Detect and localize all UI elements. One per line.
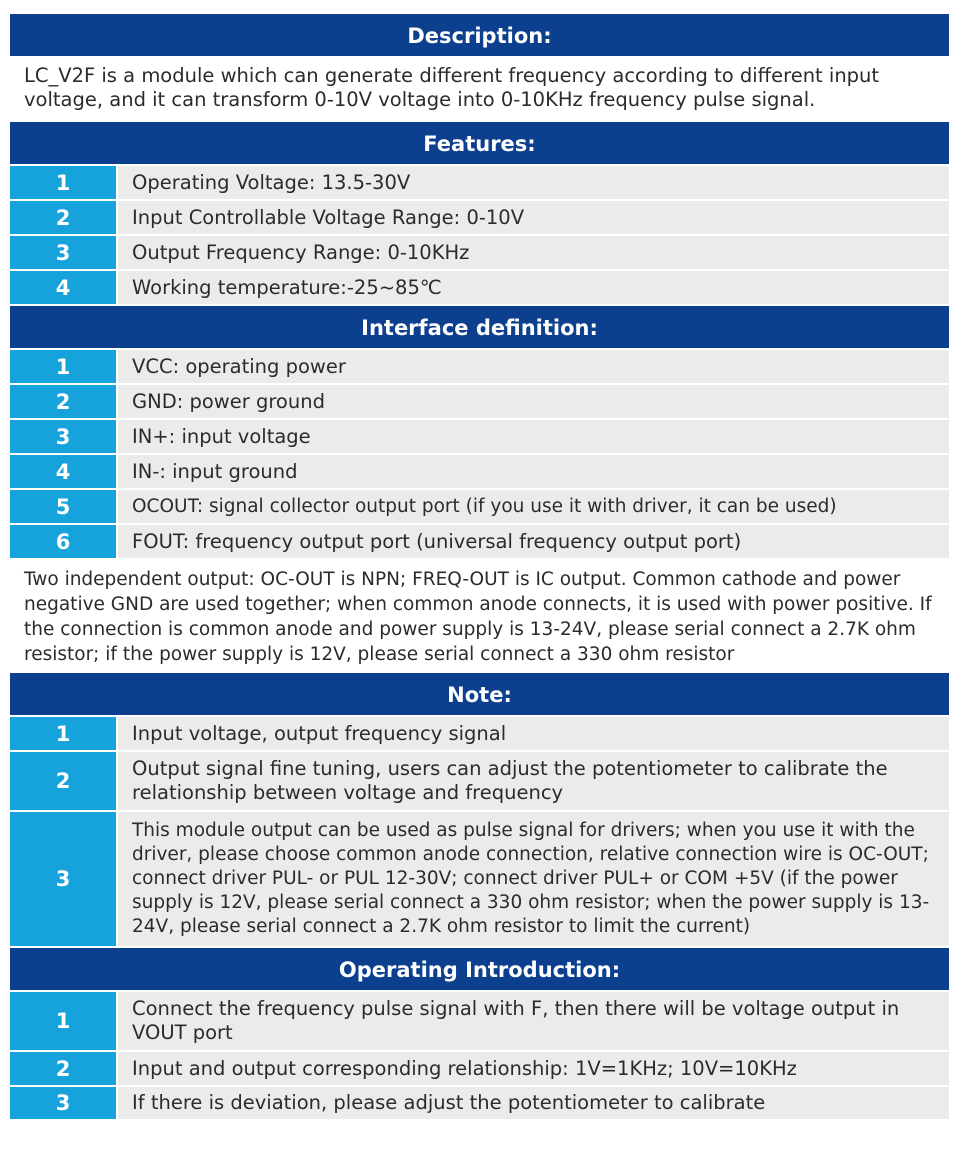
- row-text: IN+: input voltage: [118, 420, 949, 453]
- operating-row: [10, 1087, 949, 1121]
- row-text: This module output can be used as pulse signal for drivers; when you use it with the driver, please choose common anode connection, relative connection wire is OC-OUT; connect driver PUL- or PUL 12-30V; connect driver PUL+ or COM +5V (if the power supply is 12V, please serial connect a 330 ohm resistor; when the power supply is 13-24V, please serial connect a 2.7K ohm resistor to limit the current): [118, 812, 949, 946]
- row-number: 3: [10, 1087, 118, 1119]
- row-number: 2: [10, 1052, 118, 1085]
- features-row: [10, 201, 949, 236]
- interface-header: Interface definition:: [10, 306, 949, 350]
- note-header: Note:: [10, 673, 949, 717]
- row-text: Connect the frequency pulse signal with F, then there will be voltage output in VOUT port: [118, 992, 949, 1050]
- interface-row: [10, 455, 949, 490]
- row-text: Operating Voltage: 13.5-30V: [118, 166, 949, 199]
- row-number: 1: [10, 350, 118, 383]
- row-number: 3: [10, 420, 118, 453]
- row-text: Input voltage, output frequency signal: [118, 717, 949, 750]
- row-text: Output Frequency Range: 0-10KHz: [118, 236, 949, 269]
- row-text: FOUT: frequency output port (universal frequency output port): [118, 525, 949, 558]
- row-text: IN-: input ground: [118, 455, 949, 488]
- row-number: 2: [10, 385, 118, 418]
- note-row: [10, 717, 949, 752]
- interface-row: [10, 350, 949, 385]
- row-number: 3: [10, 812, 118, 946]
- row-number: 2: [10, 752, 118, 810]
- row-text: Input and output corresponding relationship: 1V=1KHz; 10V=10KHz: [118, 1052, 949, 1085]
- row-text: OCOUT: signal collector output port (if you use it with driver, it can be used): [118, 490, 949, 523]
- interface-row: [10, 420, 949, 455]
- operating-row: [10, 1052, 949, 1087]
- row-number: 6: [10, 525, 118, 558]
- row-text: VCC: operating power: [118, 350, 949, 383]
- interface-row: [10, 490, 949, 525]
- features-header: Features:: [10, 122, 949, 166]
- interface-row: [10, 525, 949, 560]
- row-number: 4: [10, 455, 118, 488]
- row-number: 1: [10, 166, 118, 199]
- row-text: Output signal fine tuning, users can adjust the potentiometer to calibrate the relationship between voltage and frequency: [118, 752, 949, 810]
- operating-row: [10, 992, 949, 1052]
- features-row: [10, 166, 949, 201]
- row-number: 1: [10, 717, 118, 750]
- spec-sheet: [10, 14, 949, 1121]
- row-number: 1: [10, 992, 118, 1050]
- row-text: Working temperature:-25~85℃: [118, 271, 949, 304]
- row-number: 4: [10, 271, 118, 304]
- features-row: [10, 271, 949, 306]
- row-text: If there is deviation, please adjust the potentiometer to calibrate: [118, 1087, 949, 1119]
- interface-note: Two independent output: OC-OUT is NPN; FREQ-OUT is IC output. Common cathode and power negative GND are used together; when common anode connects, it is used with power positive. If the connection is common anode and power supply is 13-24V, please serial connect a 2.7K ohm resistor; if the power supply is 12V, please serial connect a 330 ohm resistor: [10, 560, 949, 673]
- row-number: 3: [10, 236, 118, 269]
- row-text: GND: power ground: [118, 385, 949, 418]
- note-row: [10, 752, 949, 812]
- note-row: [10, 812, 949, 948]
- operating-header: Operating Introduction:: [10, 948, 949, 992]
- features-row: [10, 236, 949, 271]
- interface-row: [10, 385, 949, 420]
- description-text: LC_V2F is a module which can generate different frequency according to different input voltage, and it can transform 0-10V voltage into 0-10KHz frequency pulse signal.: [10, 58, 949, 122]
- row-number: 2: [10, 201, 118, 234]
- row-text: Input Controllable Voltage Range: 0-10V: [118, 201, 949, 234]
- row-number: 5: [10, 490, 118, 523]
- description-header: Description:: [10, 14, 949, 58]
